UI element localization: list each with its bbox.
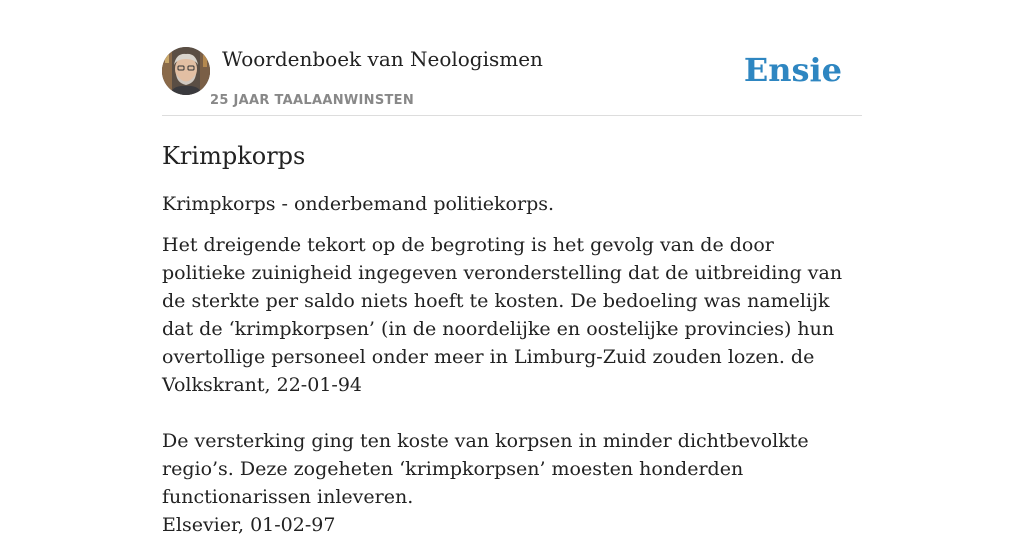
site-title[interactable]: Woordenboek van Neologismen (222, 47, 543, 71)
entry-card (162, 44, 862, 539)
header (162, 44, 862, 116)
entry-title: Krimpkorps (162, 142, 306, 170)
citation-text: De versterking ging ten koste van korpsen in minder dichtbevolkte regio’s. Deze zogeheten ‘krimpkorpsen’ moesten honderden functionarissen inleveren. (162, 430, 809, 508)
avatar[interactable] (162, 47, 210, 95)
entry-definition: Krimpkorps - onderbemand politiekorps. (162, 193, 555, 215)
site-tagline: 25 JAAR TAALAANWINSTEN (210, 93, 415, 108)
ensie-logo-link[interactable]: Ensie (743, 51, 842, 89)
citation-paragraph (162, 231, 862, 539)
citation-text: Het dreigende tekort op de begroting is het gevolg van de door politieke zuinigheid ingegeven veronderstelling dat de uitbreiding van de sterkte per saldo niets hoeft te kosten. De bedoeling was namelijk dat de ‘krimpkorpsen’ (in de noordelijke en oostelijke provincies) hun overtollige personeel onder meer in Limburg-Zuid zouden lozen. (162, 234, 843, 368)
author-portrait-icon (162, 47, 210, 95)
citation-source: Elsevier, 01-02-97 (162, 514, 336, 536)
citation-source: de Volkskrant, 22-01-94 (162, 346, 815, 396)
